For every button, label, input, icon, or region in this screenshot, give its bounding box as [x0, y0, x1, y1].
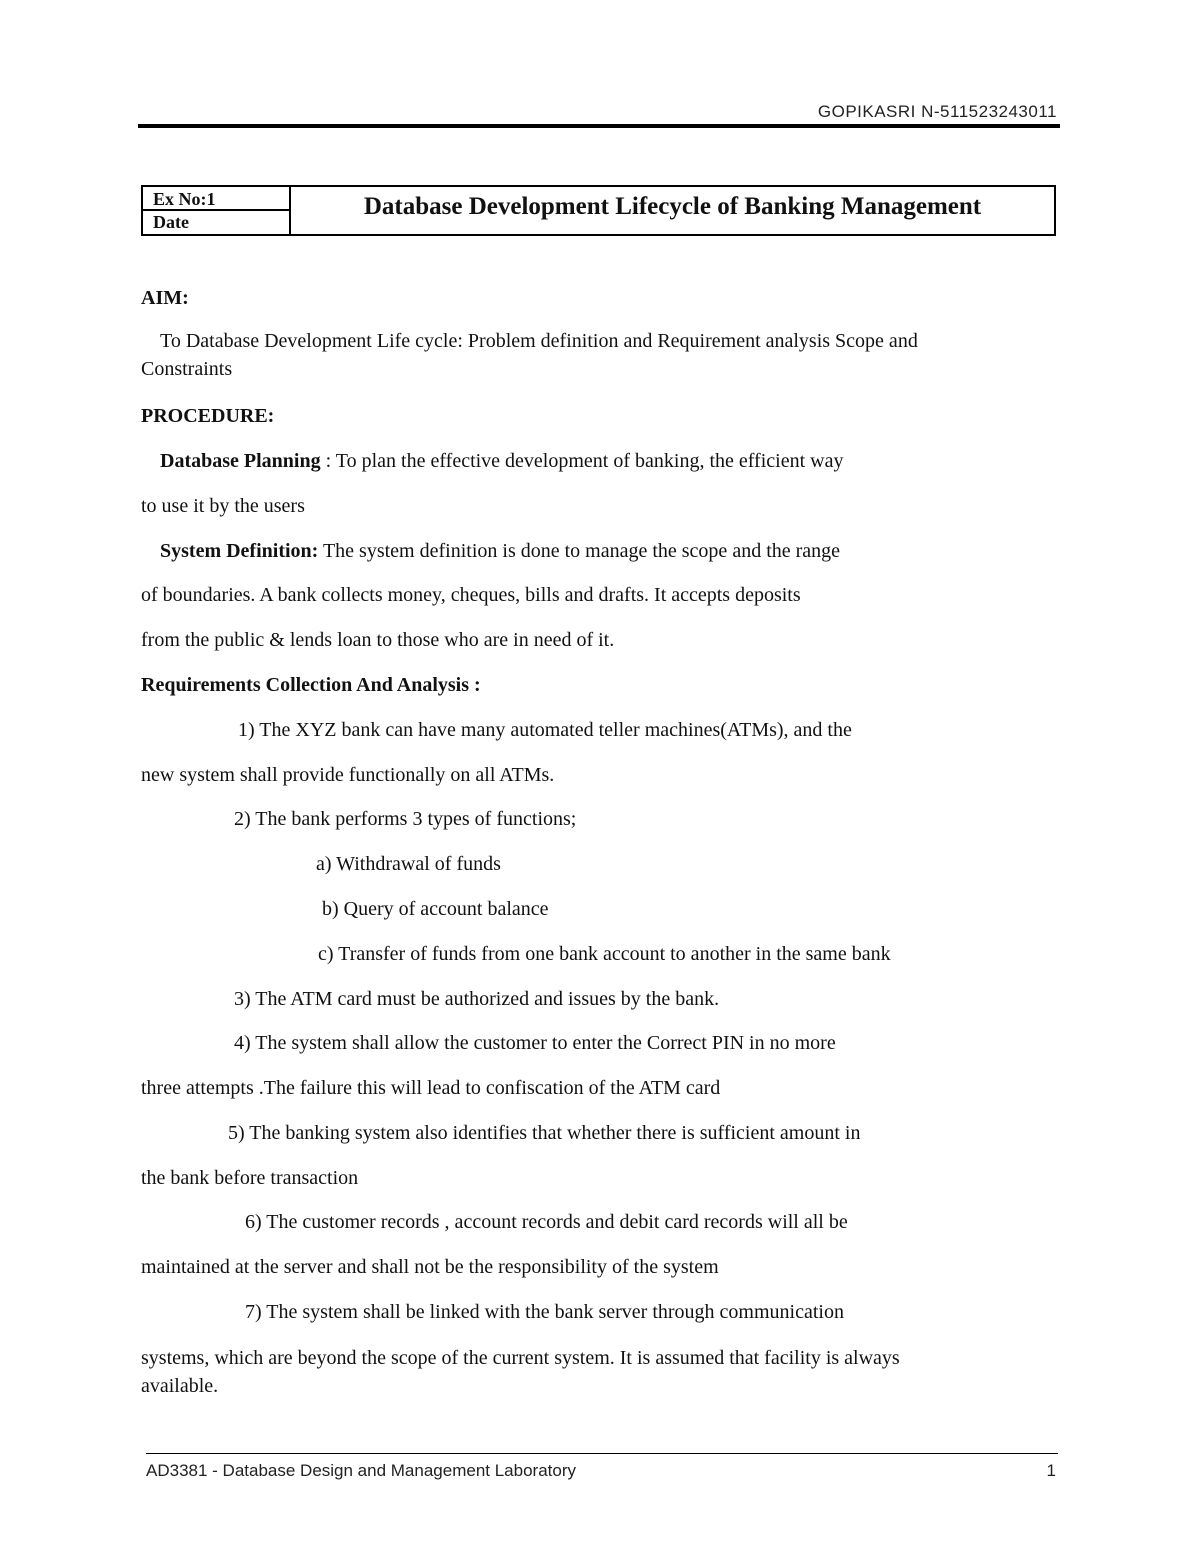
requirement-6-line-1: 6) The customer records , account records and debit card records will all be [245, 1211, 848, 1233]
requirement-4-line-2: three attempts .The failure this will lead to confiscation of the ATM card [141, 1077, 721, 1099]
requirement-5-line-1: 5) The banking system also identifies that whether there is sufficient amount in [228, 1122, 861, 1144]
requirement-7-line-1: 7) The system shall be linked with the bank server through communication [245, 1301, 844, 1323]
footer-course: AD3381 - Database Design and Management Laboratory [146, 1461, 576, 1480]
system-definition-text: The system definition is done to manage the scope and the range [318, 540, 841, 562]
database-planning-paragraph [160, 449, 843, 473]
requirement-7-line-3: available. [141, 1375, 219, 1397]
requirement-2c: c) Transfer of funds from one bank account to another in the same bank [318, 943, 891, 965]
footer-rule [146, 1453, 1058, 1454]
header-author-id: GOPIKASRI N-511523243011 [817, 102, 1057, 121]
title-box-left-column [143, 187, 291, 234]
system-definition-paragraph [160, 539, 840, 563]
system-definition-label: System Definition: [160, 540, 319, 562]
requirement-3: 3) The ATM card must be authorized and issues by the bank. [234, 988, 720, 1010]
system-definition-line-3: from the public & lends loan to those who are in need of it. [141, 629, 615, 651]
aim-line-1: To Database Development Life cycle: Problem definition and Requirement analysis Scope and [160, 330, 918, 352]
database-planning-line-2: to use it by the users [141, 495, 305, 517]
requirements-heading: Requirements Collection And Analysis : [141, 674, 481, 696]
experiment-title: Database Development Lifecycle of Banking Management [363, 193, 982, 220]
requirement-2: 2) The bank performs 3 types of functions; [234, 808, 577, 830]
ex-no-cell: Ex No:1 [143, 187, 289, 211]
database-planning-label: Database Planning [160, 450, 321, 472]
requirement-1-line-1: 1) The XYZ bank can have many automated teller machines(ATMs), and the [238, 719, 852, 741]
requirement-2a: a) Withdrawal of funds [316, 853, 501, 875]
database-planning-text: : To plan the effective development of banking, the efficient way [320, 450, 844, 472]
page-number: 1 [1046, 1461, 1056, 1480]
aim-heading: AIM: [141, 287, 189, 309]
aim-line-2: Constraints [141, 358, 233, 380]
requirement-4-line-1: 4) The system shall allow the customer to enter the Correct PIN in no more [234, 1032, 836, 1054]
header-rule [138, 124, 1060, 128]
requirement-2b: b) Query of account balance [322, 898, 549, 920]
title-box [141, 185, 1056, 236]
procedure-heading: PROCEDURE: [141, 405, 275, 427]
date-cell: Date [153, 211, 189, 232]
system-definition-line-2: of boundaries. A bank collects money, cheques, bills and drafts. It accepts deposits [141, 584, 801, 606]
requirement-6-line-2: maintained at the server and shall not be the responsibility of the system [141, 1256, 719, 1278]
requirement-1-line-2: new system shall provide functionally on all ATMs. [141, 764, 555, 786]
requirement-5-line-2: the bank before transaction [141, 1167, 359, 1189]
requirement-7-line-2: systems, which are beyond the scope of the current system. It is assumed that facility is always [141, 1347, 900, 1369]
